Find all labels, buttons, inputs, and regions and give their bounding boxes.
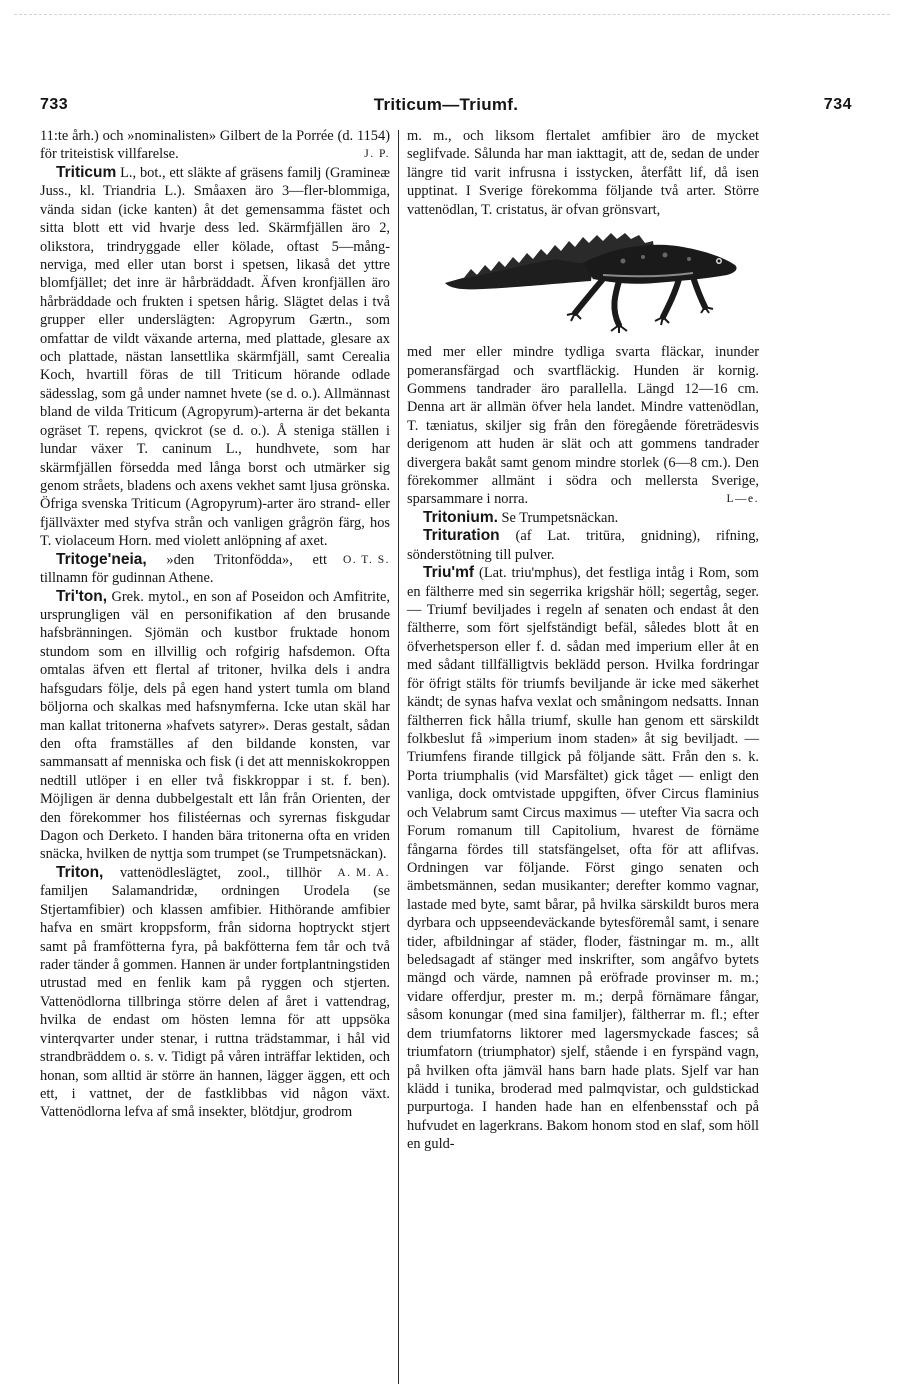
running-title: Triticum—Triumf. [373, 95, 519, 114]
entry-body: 11:te årh.) och »nominalisten» Gilbert de la Porrée (d. 1154) för triteistisk villfarelse. [40, 128, 390, 163]
dictionary-entry [40, 127, 390, 164]
entry-body: med mer eller mindre tydliga svarta fläckar, inunder pomeransfärgad och svartfläckig. Hunden är kornig. Gommens tandrader äro parallella. Längd 12—16 cm. Denna art är allmän öfver hela landet. Mindre vattenödlan, T. tæniatus, skiljer sig från den föregående företrädesvis derigenom att huden är slät och att gommens tandrader divergera bakåt samt genom mindre storlek (6—8 cm.). Den förekommer allmänt i södra och mellersta Sverige, sparsammare i norra. [407, 344, 759, 508]
entry-body: Se Trumpetsnäckan. [497, 509, 619, 526]
entry-body: »den Tritonfödda», ett tillnamn för gudinnan Athene. [40, 551, 327, 587]
entry-body: Grek. mytol., en son af Poseidon och Amfitrite, ursprungligen väl en personifikation af den brusande hafsbränningen. Sjömän och kustbor fruktade honom stundom som en illvillig och rofgirig hafsdemon. Ofta omtalas äfven ett flertal af tritoner, hvilka dels i andra hafsgudars följe, dels på egen hand ystert tumla om bland böljorna och skalkas med hafsnymferna. Icke utan skäl har man kallat tritonerna »hafvets satyrer». Deras gestalt, sådan den ofta framställes af den bildande konsten, var sammansatt af menniska och fisk (i det att menniskokroppen nedtill utlöper i en eller två fiskkroppar i st. f. ben). Möjligen är denna dubbelgestalt ett lån från Orienten, der den förekommer hos filistéernas och syrernas fiskgudar Dagon och Derketo. I handen bära tritonerna ofta en vriden snäcka, hvilken de nyttja som trumpet (se Trumpetsnäckan). [40, 588, 390, 863]
page-number-right: 734 [823, 96, 852, 113]
scan-top-edge [14, 14, 890, 15]
author-signature: O. T. S. [342, 553, 390, 566]
entry-body: vattenödleslägtet, zool., tillhör familjen Salamandridæ, ordningen Urodela (se Stjertamfibier) och klassen amfibier. Hithörande amfibier hafva en smärt kroppsform, från sidorna hoptryckt stjert samt på framfötterna fyra, på bakfötterna fem tår och två rader tänder å gommen. Hannen är under fortplantningstiden utrustad med en fenlik kam på ryggen och stjerten. Vattenödlorna tillbringa större delen af året i vattendrag, hvilka de endast om hösten lemna för att uppsöka vinterqvarter under stenar, i ruttna trädstammar, i hål vid strandbräddem o. s. v. Tidigt på våren inträffar lektiden, och honan, som alltid är större än hannen, lägger äggen, ett och ett, i vattnet, der de fastklibbas vid någon växt. Vattenödlorna lefva af små insekter, blötdjur, grodrom [40, 864, 390, 1121]
entry-body: (af Lat. tritūra, gnidning), rifning, sönderstötning till pulver. [407, 528, 759, 563]
running-header [40, 96, 852, 118]
dictionary-entry [407, 509, 759, 527]
page-number-left: 733 [40, 96, 69, 113]
dictionary-entry [407, 527, 759, 564]
entry-headword: Triu'mf [423, 564, 475, 582]
dictionary-entry [40, 587, 390, 879]
dictionary-entry [40, 864, 390, 1122]
column-divider [398, 130, 399, 1384]
left-column [40, 127, 390, 1122]
author-signature: A. M. A. [337, 866, 390, 879]
entry-body: (Lat. triu'mphus), det festliga intåg i Rom, som en fältherre med sin segerrika krigshär höll; segertåg, seger. — Triumf beviljades i regeln af senaten och endast åt den fältherre, som fört sjelfständigt befäl, således blott åt en öfverhetsperson eller f. d. sådan med imperium eller åt en med sådant tillfälligtvis beklädd person. Hvilka fordringar för öfrigt stälts för triumfs beviljande är icke med säkerhet kändt; de synas hafva vexlat och småningom nedsatts. Innan fältherren fick hålla triumf, skulle han genom ett särskildt folkbeslut få »imperium inom staden» åt sig beviljadt. — Triumfens firande tillgick på följande sätt. Från den s. k. Porta triumphalis (vid Marsfältet) gick tåget — enligt den vanliga, dock omtvistade uppgiften, öfver Circus flaminius och Velabrum samt Circus maximus — utefter Via sacra och Forum romanum till Capitolium, hvarest de förnäme fångarna fördes till statsfängelset, ofta för att aflifvas. Ordningen var följande. Först gingo senaten och ämbetsmännen, sedan musikanter; derefter kommo vagnar, lastade med byte, samt bårar, på hvilka särskildt buros mera dyrbara och uppseendeväckande bytesföremål samt, i senare tider, afbildningar af städer, floder, fästningar m. m., allt beledsagadt af stänger med inskrifter, som angåfvo bytets mängd och värde, namnen på eröfrade provinser m. m.; vidare offerdjur, prester m. m.; derpå förnämare fångar, såsom konungar (med sina familjer), fältherrar m. fl.; efter dem triumfatorns liktorer med lagersmyckade fasces; så triumfatorn (triumphator) sjelf, stående i en fyrspänd vagn, på hvilken ofta jämväl hans barn hade plats. Sjelf var han klädd i tunika, broderad med palmqvistar, och guldstickad purpurtoga. I handen hade han en elfenbensstaf och på hufvudet en lagerkrans. Bakom honom stod en slaf, som höll en guld- [407, 565, 759, 1153]
entry-headword: Tri'ton, [56, 587, 108, 605]
entry-body: L., bot., ett släkte af gräsens familj (Gramineæ Juss., kl. Triandria L.). Småaxen äro 3—fler-blommiga, vända sidan (icke kanten) åt det gemensamma fästet och sitta blott ett vid hvarje dess led. Skärmfjällen äro 2, olikstora, trindryggade eller kölade, oftast 5—mång-nerviga, med eller utan borst i spetsen, likaså det yttre blomfjället; det inre är hårbräddadt. Äfven kronfjällen äro hårbräddade och frukten i spetsen hårig. Slägtet delas i två grupper eller underslägten: Agropyrum Gærtn., som omfattar de vildt växande arterna, med plattade, glesare ax och plattade, nästan lansettlika skärmfjäll, samt Cerealia Koch, hvartill föras de till Triticum hörande odlade sädesslag, som gå under namnet hvete (se d. o.). Allmännast bland de vilda Triticum (Agropyrum)-arterna är det bekanta ogräset T. repens, qvickrot (se d. o.). Å steniga ställen i lundar växer T. caninum L., hundhvete, som har skärmfjällen försedda med långa borst och utmärker sig genom stråets, bladens och axens vekhet samt ljusa grönska. Öfriga svenska Triticum (Agropyrum)-arter äro strand- eller fjällväxter med styfva strån och vanligen grågrön färg, hos T. violaceum Horn. med violett anlöpning af axet. [40, 164, 390, 550]
author-signature: J. P. [364, 148, 390, 161]
entry-continuation: m. m., och liksom flertalet amfibier äro de mycket seglifvade. Sålunda har man iakttagit, att de, sedan de under längre tid varit infrusna i isstycken, återfått lif, då isen upptinat. I Sverige förekomma följande två arter. Större vattenödlan, T. cristatus, är ofvan grönsvart, [407, 128, 759, 218]
author-signature: L—e. [726, 493, 759, 506]
dictionary-entry [407, 343, 759, 509]
right-column [407, 127, 759, 1154]
crested-newt-figure [407, 221, 759, 339]
entry-headword: Trituration [423, 527, 500, 545]
entry-headword: Triton, [56, 863, 104, 881]
entry-headword: Tritoge'neia, [56, 550, 147, 568]
dictionary-entry [407, 564, 759, 1154]
entry-headword: Tritonium. [423, 508, 498, 526]
entry-headword: Triticum [56, 163, 117, 181]
crested-newt-illustration [443, 221, 743, 339]
right-column-entries [407, 343, 759, 1154]
